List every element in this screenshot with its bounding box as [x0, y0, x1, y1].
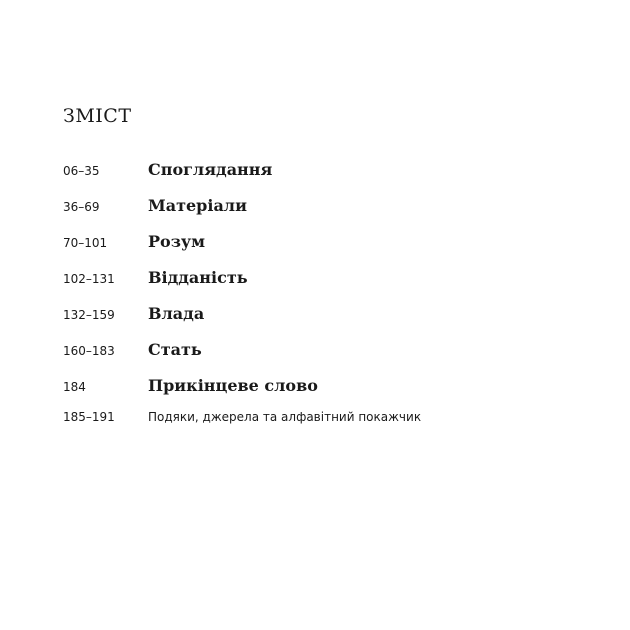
toc-page-range: 36–69 — [63, 200, 100, 214]
toc-page-range: 185–191 — [63, 410, 115, 424]
toc-chapter-title: Матеріали — [148, 196, 247, 215]
toc-title: ЗМІСТ — [63, 105, 132, 127]
toc-page-range: 160–183 — [63, 344, 115, 358]
toc-page-range: 06–35 — [63, 164, 100, 178]
toc-chapter-title: Прикінцеве слово — [148, 376, 318, 395]
toc-page-range: 132–159 — [63, 308, 115, 322]
toc-chapter-title: Відданість — [148, 268, 248, 287]
toc-entry — [63, 232, 583, 258]
toc-chapter-title: Споглядання — [148, 160, 273, 179]
toc-page-range: 70–101 — [63, 236, 108, 250]
toc-entry — [63, 304, 583, 330]
toc-page-range: 102–131 — [63, 272, 115, 286]
toc-entry — [63, 196, 583, 222]
toc-entry — [63, 268, 583, 294]
toc-entry — [63, 160, 583, 186]
toc-chapter-title: Стать — [148, 340, 202, 359]
toc-chapter-title: Розум — [148, 232, 206, 251]
toc-entry — [63, 410, 583, 436]
toc-entry — [63, 376, 583, 402]
toc-chapter-title: Подяки, джерела та алфавітний покажчик — [148, 410, 422, 424]
toc-chapter-title: Влада — [148, 304, 205, 323]
toc-page-range: 184 — [63, 380, 86, 394]
toc-entry — [63, 340, 583, 366]
